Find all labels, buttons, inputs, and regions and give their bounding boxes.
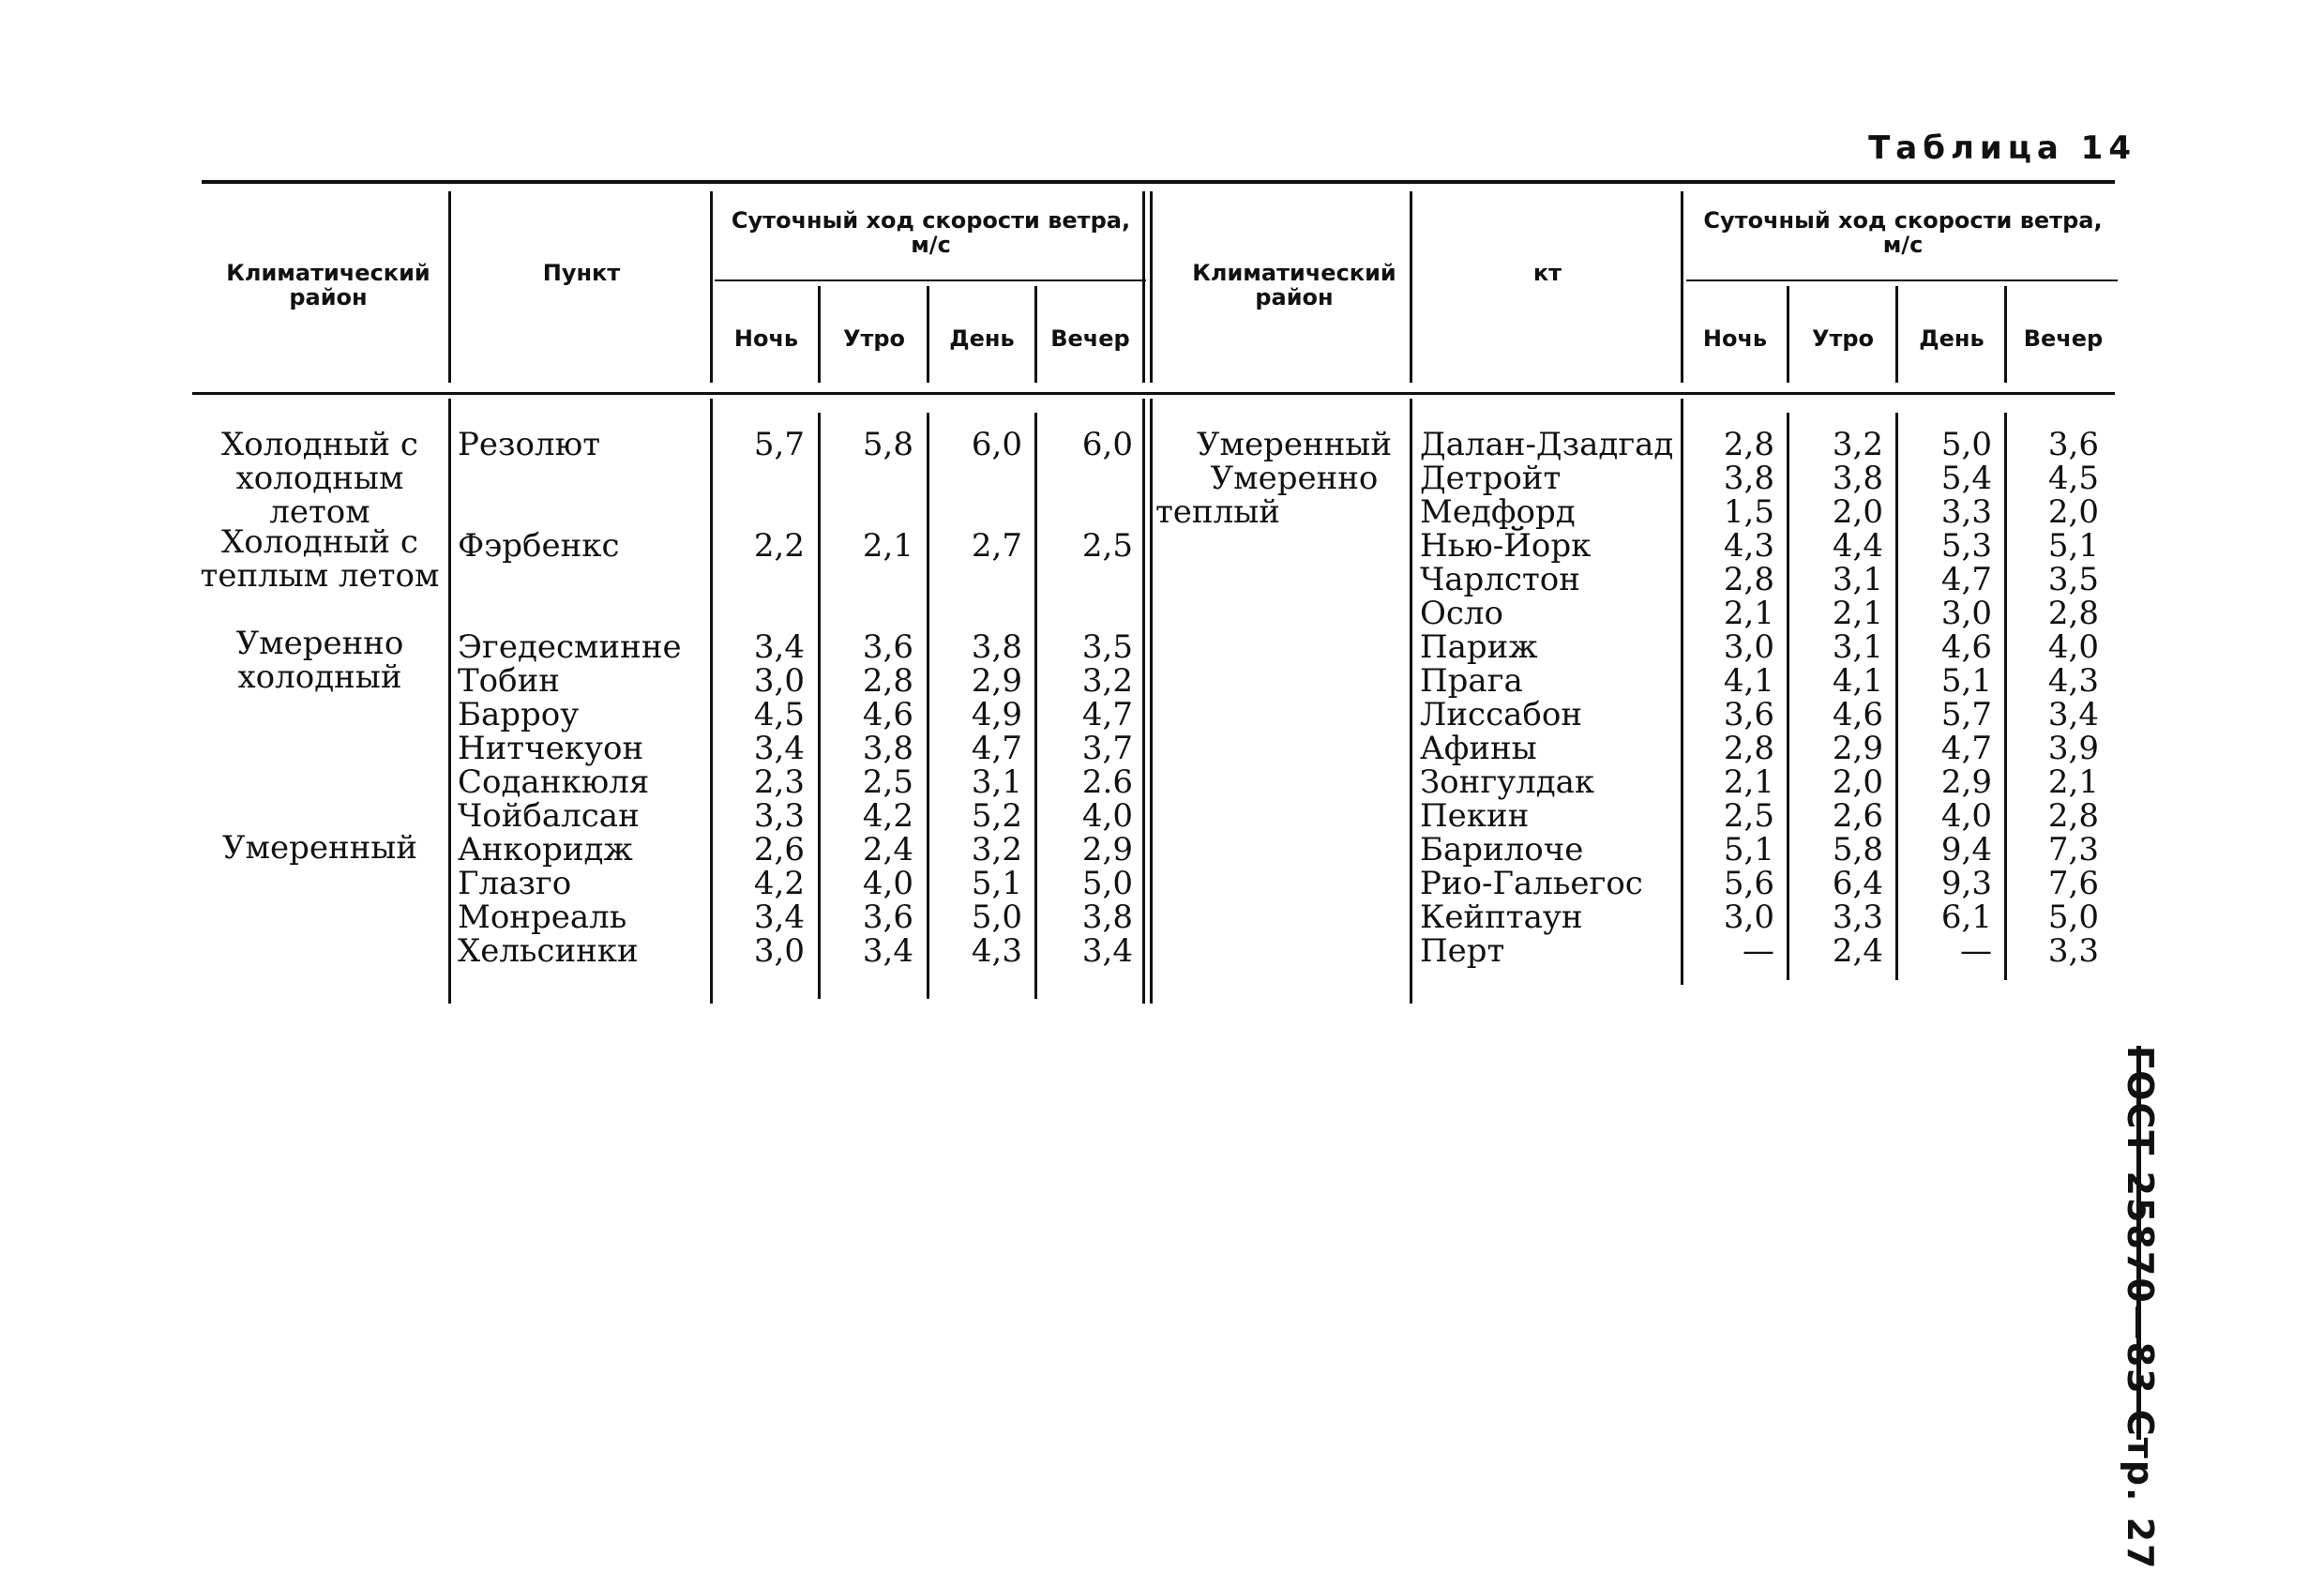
point-name: Чарлстон (1420, 561, 1580, 598)
point-name: Глазго (458, 865, 572, 902)
speed-value: 2,9 (971, 662, 1022, 700)
speed-value: 4,0 (1940, 797, 1992, 835)
speed-value: 4,5 (2047, 460, 2099, 497)
speed-value: 3,2 (1081, 662, 1133, 700)
speed-value: 2,1 (1723, 763, 1774, 801)
header-divider (448, 191, 451, 383)
speed-value: 4,3 (2047, 662, 2099, 700)
header-col-right: Вечер (2023, 325, 2104, 352)
point-name: Фэрбенкс (458, 527, 620, 565)
speed-value: 2.6 (1081, 763, 1133, 801)
speed-value: 9,4 (1940, 831, 1992, 869)
speed-value: 5,2 (971, 797, 1022, 835)
speed-value: 3,3 (1940, 493, 1992, 531)
point-name: Хельсинки (458, 932, 639, 970)
speed-value: 3,4 (753, 628, 805, 666)
header-divider (1681, 191, 1683, 383)
speed-value: 5,6 (1723, 865, 1774, 902)
speed-value: 3,6 (862, 628, 913, 666)
speed-value: 2,1 (862, 527, 913, 565)
speed-value: 4,7 (1081, 696, 1133, 733)
speed-value: 2,2 (753, 527, 805, 565)
header-divider (2004, 286, 2007, 383)
speed-value: 2,0 (2047, 493, 2099, 531)
region-label: Умеренно холодный (235, 625, 404, 696)
speed-value: 5,0 (2047, 899, 2099, 936)
header-col-left: Вечер (1050, 325, 1130, 352)
speed-value: 3,4 (1081, 932, 1133, 970)
speed-value: 5,1 (1940, 662, 1992, 700)
header-region-left: Климатический район (226, 260, 430, 310)
speed-value: 2,9 (1081, 831, 1133, 869)
speed-value: 4,0 (1081, 797, 1133, 835)
point-name: Барилоче (1420, 831, 1584, 869)
speed-value: 5,0 (1081, 865, 1133, 902)
speed-value: 2,6 (753, 831, 805, 869)
speed-value: 5,8 (862, 426, 913, 463)
point-name: Анкоридж (458, 831, 633, 869)
point-name: Афины (1420, 730, 1537, 767)
speed-value: 5,8 (1832, 831, 1883, 869)
speed-value: 2,7 (971, 527, 1022, 565)
region-label: Умеренный (1196, 426, 1393, 463)
point-name: Лиссабон (1420, 696, 1582, 733)
speed-value: 6,0 (971, 426, 1022, 463)
speed-value: 3,6 (2047, 426, 2099, 463)
point-name: Барроу (458, 696, 580, 733)
body-divider (1410, 399, 1412, 1004)
speed-value: 2,8 (1723, 730, 1774, 767)
point-name: Прага (1420, 662, 1523, 700)
point-name: Пекин (1420, 797, 1530, 835)
speed-value: 4,6 (1832, 696, 1883, 733)
speed-value: 2,9 (1940, 763, 1992, 801)
speed-value: 4,2 (862, 797, 913, 835)
point-name: Рио-Гальегос (1420, 865, 1643, 902)
top-rule (202, 180, 2115, 184)
stamp-text: ГОСТ 25870—83 Стр. 27 (2120, 1046, 2161, 1571)
point-name: Кейптаун (1420, 899, 1583, 936)
speed-value: 6,1 (1940, 899, 1992, 936)
header-point-left: Пункт (542, 260, 621, 286)
speed-value: 5,1 (971, 865, 1022, 902)
point-name: Тобин (458, 662, 560, 700)
speed-value: 4,3 (1723, 527, 1774, 565)
header-divider (710, 191, 713, 383)
speed-value: 3,8 (1832, 460, 1883, 497)
header-divider (1034, 286, 1037, 383)
speed-value: 4,1 (1832, 662, 1883, 700)
speed-value: 5,1 (2047, 527, 2099, 565)
header-col-right: Утро (1811, 325, 1875, 352)
point-name: Париж (1420, 628, 1538, 666)
speed-value: 5,1 (1723, 831, 1774, 869)
header-col-left: Ночь (733, 325, 799, 352)
body-divider (448, 399, 451, 1004)
speed-value: 3,5 (1081, 628, 1133, 666)
speed-value: 5,4 (1940, 460, 1992, 497)
speed-value: 2,1 (1832, 595, 1883, 632)
body-divider (1150, 399, 1153, 1004)
speed-value: 4,0 (862, 865, 913, 902)
speed-value: 3,2 (971, 831, 1022, 869)
point-name: Зонгулдак (1420, 763, 1595, 801)
speed-value: 3,6 (862, 899, 913, 936)
region-label: теплый (1155, 493, 1280, 531)
speed-value: 3,0 (1723, 899, 1774, 936)
speed-value: 2,1 (1723, 595, 1774, 632)
speed-value: 3,7 (1081, 730, 1133, 767)
speed-value: 4,4 (1832, 527, 1883, 565)
speed-value: 3,4 (2047, 696, 2099, 733)
speed-value: 4,2 (753, 865, 805, 902)
speed-value: 3,4 (753, 730, 805, 767)
speed-value: 5,7 (1940, 696, 1992, 733)
speed-value: 2,5 (1081, 527, 1133, 565)
header-divider (818, 286, 821, 383)
speed-value: 2,5 (1723, 797, 1774, 835)
header-col-left: Утро (842, 325, 906, 352)
speed-value: 4,7 (1940, 561, 1992, 598)
speed-value: 4,9 (971, 696, 1022, 733)
point-name: Перт (1420, 932, 1505, 970)
speed-value: 4,7 (971, 730, 1022, 767)
header-point-right: кт (1532, 260, 1562, 286)
speed-value: 4,6 (1940, 628, 1992, 666)
speed-value: 2,8 (862, 662, 913, 700)
speed-value: 4,7 (1940, 730, 1992, 767)
speed-value: 5,0 (1940, 426, 1992, 463)
speed-value: 2,8 (2047, 797, 2099, 835)
speed-value: 6,4 (1832, 865, 1883, 902)
speed-value: 7,3 (2047, 831, 2099, 869)
header-region-right: Климатический район (1192, 260, 1396, 310)
group-rule-right (1686, 279, 2118, 281)
header-divider (927, 286, 929, 383)
speed-value: 3,9 (2047, 730, 2099, 767)
region-label: Умеренно (1210, 460, 1379, 497)
body-divider (1142, 399, 1145, 1004)
speed-value: 2,3 (753, 763, 805, 801)
speed-value: 2,9 (1832, 730, 1883, 767)
header-divider (1410, 191, 1412, 383)
speed-value: — (1960, 932, 1992, 970)
speed-value: 2,8 (2047, 595, 2099, 632)
point-name: Чойбалсан (458, 797, 640, 835)
speed-value: 4,0 (2047, 628, 2099, 666)
body-divider (1034, 413, 1037, 999)
speed-value: 3,5 (2047, 561, 2099, 598)
speed-value: 4,6 (862, 696, 913, 733)
point-name: Монреаль (458, 899, 627, 936)
region-label: Умеренный (221, 829, 418, 867)
speed-value: 2,8 (1723, 426, 1774, 463)
speed-value: 4,5 (753, 696, 805, 733)
speed-value: 3,3 (2047, 932, 2099, 970)
speed-value: 4,3 (971, 932, 1022, 970)
speed-value: 3,4 (753, 899, 805, 936)
speed-value: 2,1 (2047, 763, 2099, 801)
speed-value: 5,3 (1940, 527, 1992, 565)
speed-value: 3,3 (753, 797, 805, 835)
speed-value: 7,6 (2047, 865, 2099, 902)
point-name: Резолют (458, 426, 601, 463)
speed-value: 9,3 (1940, 865, 1992, 902)
point-name: Эгедесминне (458, 628, 682, 666)
point-name: Детройт (1420, 460, 1562, 497)
speed-value: 2,4 (862, 831, 913, 869)
header-col-right: Ночь (1702, 325, 1768, 352)
speed-value: 3,8 (862, 730, 913, 767)
speed-value: 2,5 (862, 763, 913, 801)
page-stamp (2120, 1046, 2221, 1571)
speed-value: 3,1 (1832, 561, 1883, 598)
point-name: Медфорд (1420, 493, 1576, 531)
group-rule-left (715, 279, 1146, 281)
point-name: Осло (1420, 595, 1503, 632)
header-divider (1787, 286, 1789, 383)
header-col-right: День (1919, 325, 1984, 352)
speed-value: 3,2 (1832, 426, 1883, 463)
header-bottom-rule (192, 392, 2115, 395)
speed-value: — (1743, 932, 1774, 970)
speed-value: 3,4 (862, 932, 913, 970)
header-speed-right: Суточный ход скорости ветра, м/с (1703, 207, 2103, 258)
speed-value: 5,0 (971, 899, 1022, 936)
region-label: Холодный с холодным летом (221, 426, 418, 531)
speed-value: 6,0 (1081, 426, 1133, 463)
speed-value: 3,0 (1723, 628, 1774, 666)
speed-value: 3,8 (1081, 899, 1133, 936)
point-name: Нью-Йорк (1420, 527, 1592, 565)
speed-value: 3,1 (1832, 628, 1883, 666)
speed-value: 3,0 (1940, 595, 1992, 632)
speed-value: 2,6 (1832, 797, 1883, 835)
speed-value: 5,7 (753, 426, 805, 463)
table-title: Таблица 14 (1868, 129, 2136, 167)
speed-value: 3,6 (1723, 696, 1774, 733)
point-name: Соданкюля (458, 763, 650, 801)
speed-value: 3,8 (1723, 460, 1774, 497)
speed-value: 3,0 (753, 662, 805, 700)
header-divider (1150, 191, 1153, 383)
speed-value: 3,0 (753, 932, 805, 970)
speed-value: 4,1 (1723, 662, 1774, 700)
header-speed-left: Суточный ход скорости ветра, м/с (731, 207, 1131, 258)
speed-value: 2,0 (1832, 493, 1883, 531)
point-name: Далан-Дзадгад (1420, 426, 1674, 463)
speed-value: 2,0 (1832, 763, 1883, 801)
header-col-left: День (949, 325, 1015, 352)
speed-value: 1,5 (1723, 493, 1774, 531)
speed-value: 3,8 (971, 628, 1022, 666)
speed-value: 2,4 (1832, 932, 1883, 970)
speed-value: 2,8 (1723, 561, 1774, 598)
point-name: Нитчекуон (458, 730, 644, 767)
speed-value: 3,3 (1832, 899, 1883, 936)
speed-value: 3,1 (971, 763, 1022, 801)
header-divider (1895, 286, 1898, 383)
region-label: Холодный с теплым летом (200, 523, 440, 595)
